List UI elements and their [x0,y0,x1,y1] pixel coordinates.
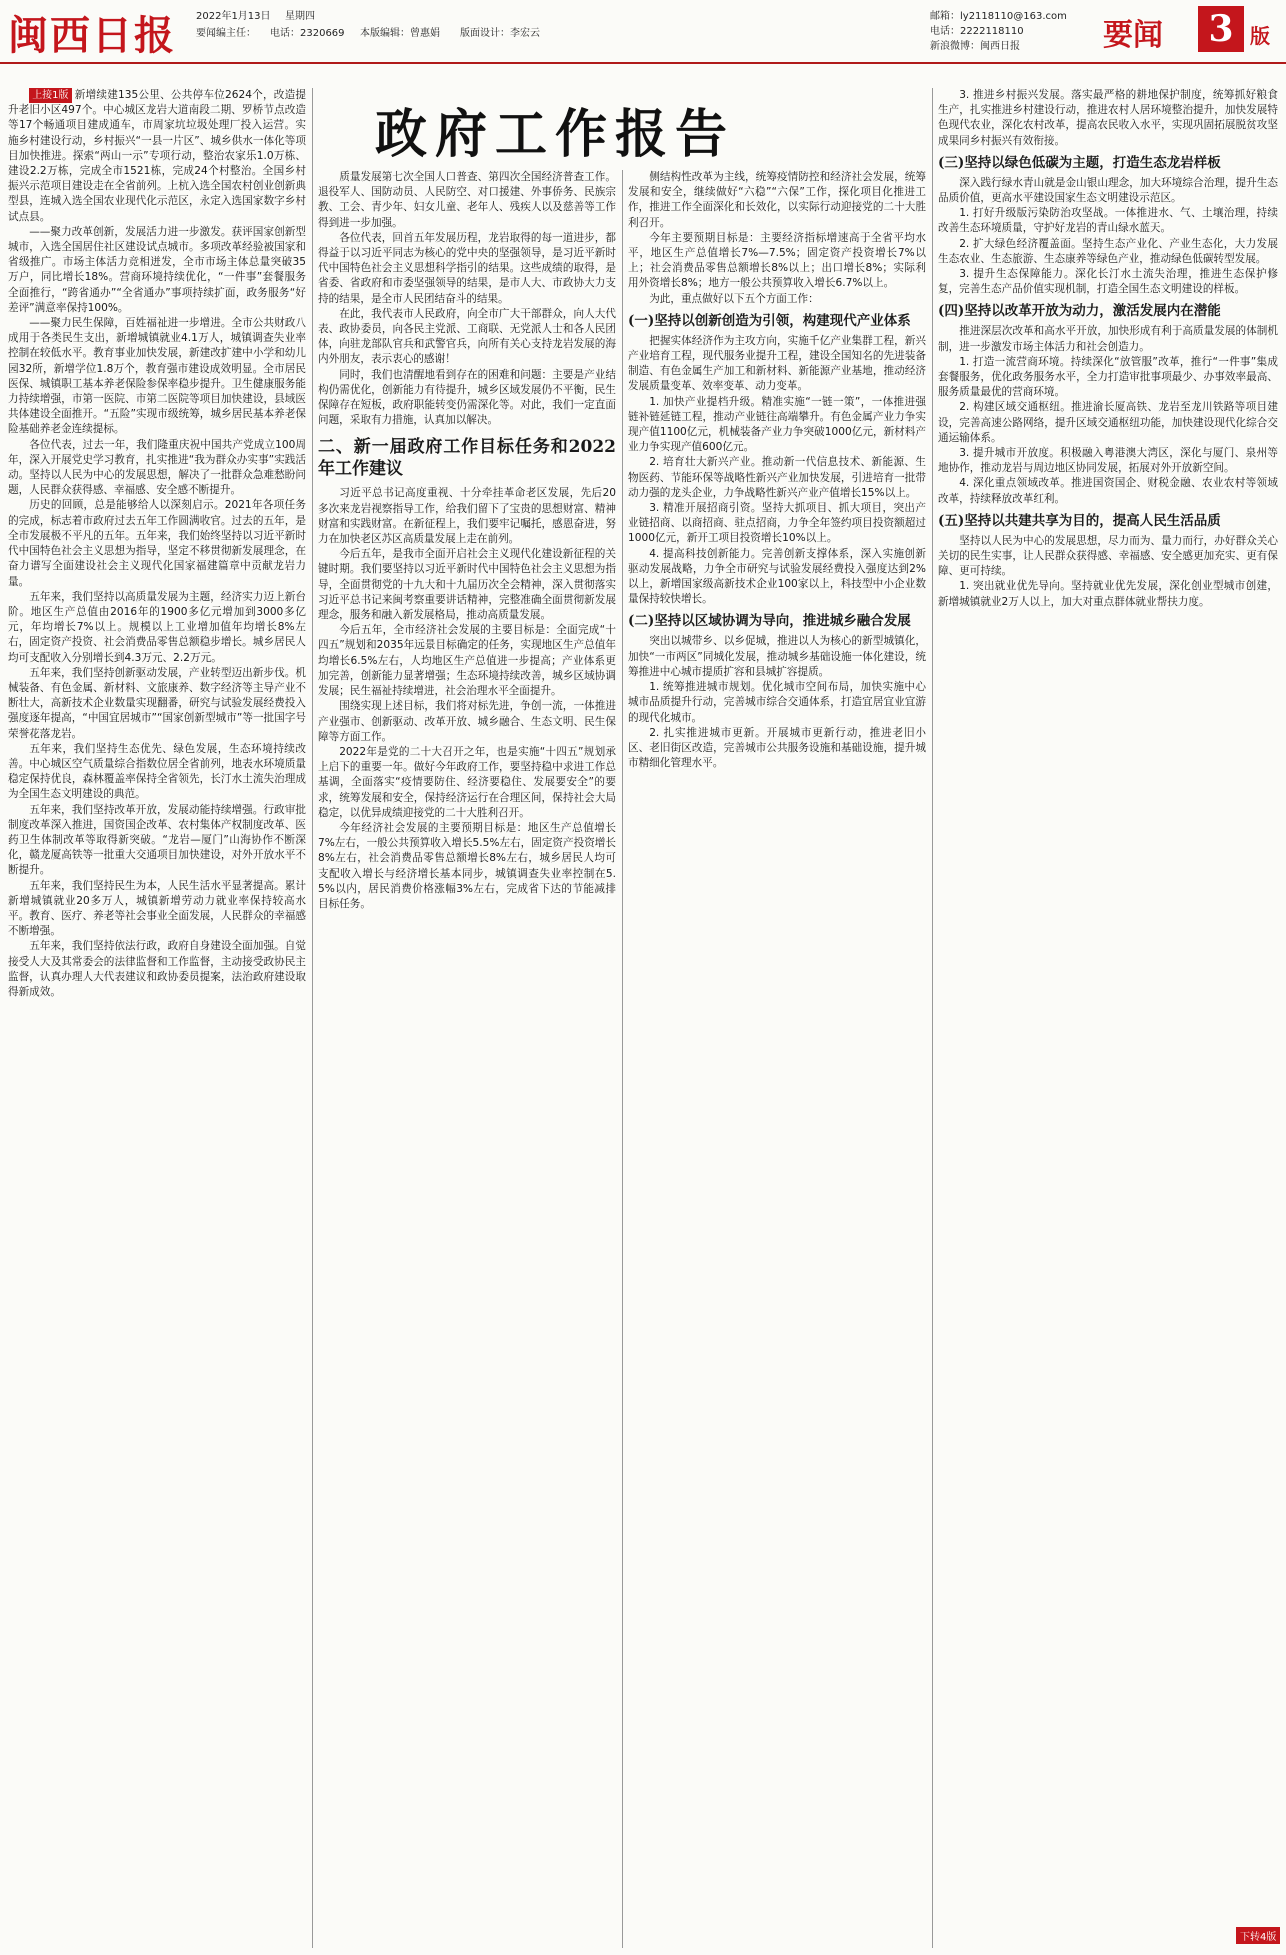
subsection-heading: (三)坚持以绿色低碳为主题，打造生态龙岩样板 [938,154,1221,171]
partner-line: 新浪微博：闽西日报 [930,41,1020,52]
paragraph: 2. 构建区域交通枢纽。推进渝长厦高铁、龙岩至龙川铁路等项目建设，完善高速公路网络，提升区域交通枢纽功能，加快建设现代化综合交通运输体系。 [938,401,1278,444]
column-divider [312,88,313,1948]
paragraph: 2. 扩大绿色经济覆盖面。坚持生态产业化、产业生态化，大力发展生态农业、生态旅游、生态康养等绿色产业，推动绿色低碳转型发展。 [938,237,1278,265]
col1-first-paragraph: 上接1版 新增续建135公里、公共停车位2624个，改造提升老旧小区497个。中心城区龙岩大道南段二期、罗桥节点改造等17个畅通项目建成通车，市周家坑垃圾处理厂投入运营。实施乡村建设行动，乡村振兴“一县一片区”、城乡供水一体化等项目加快推进。探索“两山一示”专项行动，整治农家乐1.0万栋、建设2.2万栋，完成全市1521栋，完成24个村整治。全国乡村振兴示范项目建设走在全省前列。上杭入选全国农村创业创新典型县，连城入选全国农业现代化示范区，永定入选国家数字乡村试点县。 [8,89,306,223]
paragraph: 为此，重点做好以下五个方面工作： [649,292,819,305]
duty-editor: 本版编辑：曾惠娟 [360,28,440,39]
paragraph: 1. 统筹推进城市规划。优化城市空间布局，加快实施中心城市品质提升行动，完善城市综合交通体系，打造宜居宜业宜游的现代化城市。 [628,681,926,724]
paragraph: 五年来，我们坚持改革开放，发展动能持续增强。行政审批制度改革深入推进，国资国企改革、农村集体产权制度改革、医药卫生体制改革等取得新突破。“龙岩—厦门”山海协作不断深化，赣龙厦高铁等一批重大交通项目加快建设，对外开放水平不断提升。 [8,803,306,877]
paragraph: 3. 推进乡村振兴发展。落实最严格的耕地保护制度，统筹抓好粮食生产，扎实推进乡村建设行动，推进农村人居环境整治提升，加快发展特色现代农业，深化农村改革，提高农民收入水平，实现巩固拓展脱贫攻坚成果同乡村振兴有效衔接。 [938,89,1278,147]
article-title: 政府工作报告 [374,104,735,165]
paragraph: 今年主要预期目标是：主要经济指标增速高于全省平均水平，地区生产总值增长7%—7.5%；固定资产投资增长7%以上；社会消费品零售总额增长8%以上；出口增长8%；实际利用外资增长8%；地方一般公共预算收入增长6.7%以上。 [628,231,926,290]
paragraph: 突出以城带乡、以乡促城，推进以人为核心的新型城镇化，加快“一市两区”同城化发展，推动城乡基础设施一体化建设，统筹推进中心城市提质扩容和县城扩容提质。 [628,635,926,678]
paragraph: 在此，我代表市人民政府，向全市广大干部群众，向人大代表、政协委员，向各民主党派、工商联、无党派人士和各人民团体，向驻龙部队官兵和武警官兵，向所有关心支持龙岩发展的海内外朋友，表示衷心的感谢！ [318,307,616,366]
paragraph: 今后五年，是我市全面开启社会主义现代化建设新征程的关键时期。我们要坚持以习近平新时代中国特色社会主义思想为指导，全面贯彻党的十九大和十九届历次全会精神，深入贯彻落实习近平总书记来闽考察重要讲话精神，完整准确全面贯彻新发展理念，服务和融入新发展格局，推动高质量发展。 [318,548,616,622]
paragraph: 同时，我们也清醒地看到存在的困难和问题：主要是产业结构仍需优化，创新能力有待提升，城乡区域发展仍不平衡，民生保障存在短板，政府职能转变仍需深化等。对此，我们一定直面问题，采取有力措施，认真加以解决。 [318,368,616,427]
phone2-line: 电话：2222118110 [930,26,1024,37]
column-3 [628,170,926,1948]
paragraph: 五年来，我们坚持创新驱动发展，产业转型迈出新步伐。机械装备、有色金属、新材料、文旅康养、数字经济等主导产业不断壮大，高新技术企业数量实现翻番，研究与试验发展经费投入强度逐年提高，“中国宜居城市”“国家创新型城市”等一批国字号荣誉花落龙岩。 [8,666,306,740]
paragraph: 历史的回顾，总是能够给人以深刻启示。2021年各项任务的完成，标志着市政府过去五年工作圆满收官。过去的五年，是全市发展极不平凡的五年。五年来，我们始终坚持以习近平新时代中国特色社会主义思想为指导，坚定不移贯彻新发展理念，在奋力谱写全面建设社会主义现代化国家福建篇章中贡献龙岩力量。 [8,499,306,588]
paragraph: ——聚力民生保障，百姓福祉进一步增进。全市公共财政八成用于各类民生支出，新增城镇就业4.1万人，城镇调查失业率控制在较低水平。教育事业加快发展，新建改扩建中小学和幼儿园32所，新增学位1.8万个，教育强市建设成效明显。全市居民医保、城镇职工基本养老保险参保率稳步提升。卫生健康服务能力持续增强，市第一医院、市第二医院等项目加快建设，县域医共体建设全面推开。“五险”实现市级统筹，城乡居民基本养老保险基础养老金连续提标。 [8,317,306,436]
paragraph: 2. 扎实推进城市更新。开展城市更新行动，推进老旧小区、老旧街区改造，完善城市公共服务设施和基础设施，提升城市精细化管理水平。 [628,726,926,770]
column-divider [622,170,623,1948]
paragraph: 侧结构性改革为主线，统筹疫情防控和经济社会发展，统筹发展和安全，继续做好“六稳”“六保”工作，探化项目化推进工作，推进工作全面深化和长效化，以实际行动迎接党的二十大胜利召开。 [628,171,926,229]
paragraph: 3. 提升生态保障能力。深化长汀水土流失治理，推进生态保护修复，完善生态产品价值实现机制，打造全国生态文明建设的样板。 [938,268,1278,296]
issue-weekday: 星期四 [285,11,315,22]
column-2 [318,170,616,1948]
page-number-badge: 3 [1198,6,1244,52]
masthead [0,0,1286,64]
paragraph: 1. 打造一流营商环境。持续深化“放管服”改革，推行“一件事”集成套餐服务，优化政务服务水平，全力打造审批事项最少、办事效率最高、服务质量最优的营商环境。 [938,355,1278,399]
email-line: 邮箱：ly2118110@163.com [930,11,1067,22]
paragraph: 1. 加快产业提档升级。精准实施“一链一策”，一体推进强链补链延链工程，推动产业链往高端攀升。有色金属产业力争实现产值1100亿元，机械装备产业力争突破1000亿元，新材料产业力争实现产值600亿元。 [628,395,926,454]
section-title: 要闻 [1103,18,1163,53]
editor-line: 要闻编主任： [196,28,256,39]
paragraph: 各位代表，回首五年发展历程，龙岩取得的每一道进步，都得益于以习近平同志为核心的党中央的坚强领导，是习近平新时代中国特色社会主义思想科学指引的结果。这些成绩的取得，是省委、省政府和市委坚强领导的结果，是市人大、市政协大力支持的结果，是全市人民团结奋斗的结果。 [318,231,616,305]
column-divider [932,88,933,1948]
paragraph: 各位代表，过去一年，我们隆重庆祝中国共产党成立100周年，深入开展党史学习教育，扎实推进“我为群众办实事”实践活动。坚持以人民为中心的发展思想，解决了一批群众急难愁盼问题，人民群众获得感、幸福感、安全感不断提升。 [8,438,306,497]
paragraph: 五年来，我们坚持民生为本，人民生活水平显著提高。累计新增城镇就业20多万人，城镇新增劳动力就业率保持较高水平。教育、医疗、养老等社会事业全面发展，人民群众的幸福感不断增强。 [8,879,306,938]
paragraph: 今年经济社会发展的主要预期目标是：地区生产总值增长7%左右，一般公共预算收入增长5.5%左右，固定资产投资增长8%左右，社会消费品零售总额增长8%左右，城乡居民人均可支配收入增长与经济增长基本同步，城镇调查失业率控制在5.5%以内，居民消费价格涨幅3%左右，完成省下达的节能减排目标任务。 [318,821,616,910]
paragraph: 今后五年，全市经济社会发展的主要目标是：全面完成“十四五”规划和2035年远景目标确定的任务，实现地区生产总值年均增长6.5%左右，人均地区生产总值进一步提高；产业体系更加完善，创新能力显著增强；生态环境持续改善，城乡区域协调发展；民生福祉持续增进，社会治理水平全面提升。 [318,624,616,698]
paragraph: 五年来，我们坚持依法行政，政府自身建设全面加强。自觉接受人大及其常委会的法律监督和工作监督，主动接受政协民主监督，认真办理人大代表建议和政协委员提案，法治政府建设取得新成效。 [8,940,306,998]
column-1 [8,88,306,1948]
continued-from-tag: 上接1版 [29,88,71,103]
subsection-heading: (四)坚持以改革开放为动力，激活发展内在潜能 [938,303,1221,320]
paragraph: 坚持以人民为中心的发展思想，尽力而为、量力而行，办好群众关心关切的民生实事，让人民群众获得感、幸福感、安全感更加充实、更有保障、更可持续。 [938,534,1278,578]
phone-line: 电话：2320669 [270,28,345,39]
paragraph: 2. 培育壮大新兴产业。推动新一代信息技术、新能源、生物医药、节能环保等战略性新兴产业加快发展，引进培育一批带动力强的龙头企业，力争战略性新兴产业产值增长15%以上。 [628,456,926,499]
designer-line: 版面设计：李宏云 [460,28,540,39]
paragraph: 习近平总书记高度重视、十分牵挂革命老区发展，先后20多次来龙岩视察指导工作，给我们留下了宝贵的思想财富、精神财富和实践财富。在新征程上，我们要牢记嘱托，感恩奋进，努力在加快老区苏区高质量发展上走在前列。 [318,487,616,546]
paragraph: 推进深层次改革和高水平开放，加快形成有利于高质量发展的体制机制，进一步激发市场主体活力和社会创造力。 [938,325,1278,353]
paragraph: 五年来，我们坚持生态优先、绿色发展，生态环境持续改善。中心城区空气质量综合指数位居全省前列，地表水环境质量稳定保持优良，森林覆盖率保持全省领先，长汀水土流失治理成为全国生态文明建设的典范。 [8,742,306,801]
paragraph: 3. 精准开展招商引资。坚持大抓项目、抓大项目，突出产业链招商、以商招商、驻点招商，力争全年签约项目投资额超过1000亿元，新开工项目投资增长10%以上。 [628,502,926,545]
continued-to-tag: 下转4版 [1236,1927,1280,1944]
paragraph: 4. 深化重点领域改革。推进国资国企、财税金融、农业农村等领域改革，持续释放改革红利。 [938,477,1278,505]
paragraph: 4. 提高科技创新能力。完善创新支撑体系，深入实施创新驱动发展战略，力争全市研究与试验发展经费投入强度达到2%以上，新增国家级高新技术企业100家以上，科技型中小企业数量保持较快增长。 [628,547,926,606]
column-4 [938,88,1278,1923]
subsection-heading: (一)坚持以创新创造为引领，构建现代产业体系 [628,312,911,329]
newspaper-logo: 闽西日报 [8,12,176,59]
paragraph: 3. 提升城市开放度。积极融入粤港澳大湾区，深化与厦门、泉州等地协作，推动龙岩与周边地区协同发展，拓展对外开放新空间。 [938,447,1278,475]
paragraph: 1. 打好升级版污染防治攻坚战。一体推进水、气、土壤治理，持续改善生态环境质量，守护好龙岩的青山绿水蓝天。 [938,207,1278,235]
issue-date: 2022年1月13日 [196,11,271,22]
paragraph: 1. 突出就业优先导向。坚持就业优先发展，深化创业型城市创建，新增城镇就业2万人以上，加大对重点群体就业帮扶力度。 [938,580,1278,608]
paragraph: 2022年是党的二十大召开之年，也是实施“十四五”规划承上启下的重要一年。做好今年政府工作，要坚持稳中求进工作总基调，全面落实“疫情要防住、经济要稳住、发展要安全”的要求，统筹发展和安全，保持经济运行在合理区间，保持社会大局稳定，以优异成绩迎接党的二十大胜利召开。 [318,745,616,819]
paragraph: 五年来，我们坚持以高质量发展为主题，经济实力迈上新台阶。地区生产总值由2016年的1900多亿元增加到3000多亿元，年均增长7%以上。规模以上工业增加值年均增长8%左右，固定资产投资、社会消费品零售总额稳步增长。城乡居民人均可支配收入分别增长到4.3万元、2.2万元。 [8,590,306,664]
paragraph: 把握实体经济作为主攻方向，实施千亿产业集群工程，新兴产业培育工程，现代服务业提升工程，建设全国知名的先进装备制造、有色金属生产加工和新材料、新能源产业基地，推动经济发展质量变革、效率变革、动力变革。 [628,334,926,393]
section-heading: 二、新一届政府工作目标任务和2022年工作建议 [318,437,616,480]
paragraph: ——聚力改革创新，发展活力进一步激发。获评国家创新型城市，入选全国居住社区建设试点城市。多项改革经验被国家和省级推广。市场主体活力竞相迸发，全市市场主体总量突破35万户，同比增长18%。营商环境持续优化，“一件事”套餐服务全面推行，“跨省通办”“全省通办”事项持续扩面，政务服务“好差评”满意率保持100%。 [8,225,306,314]
subsection-heading: (五)坚持以共建共享为目的，提高人民生活品质 [938,512,1221,529]
paragraph: 围绕实现上述目标，我们将对标先进，争创一流，一体推进产业强市、创新驱动、改革开放、城乡融合、生态文明、民生保障等方面工作。 [318,700,616,743]
paragraph: 质量发展第七次全国人口普查、第四次全国经济普查工作。退役军人、国防动员、人民防空、对口援建、外事侨务、民族宗教、工会、青少年、妇女儿童、老年人、残疾人以及慈善等工作得到进一步加强。 [318,171,616,229]
page-suffix: 版 [1250,24,1270,48]
subsection-heading: (二)坚持以区域协调为导向，推进城乡融合发展 [628,613,911,630]
paragraph: 深入践行绿水青山就是金山银山理念，加大环境综合治理，提升生态品质价值，更高水平建设国家生态文明建设示范区。 [938,176,1278,205]
